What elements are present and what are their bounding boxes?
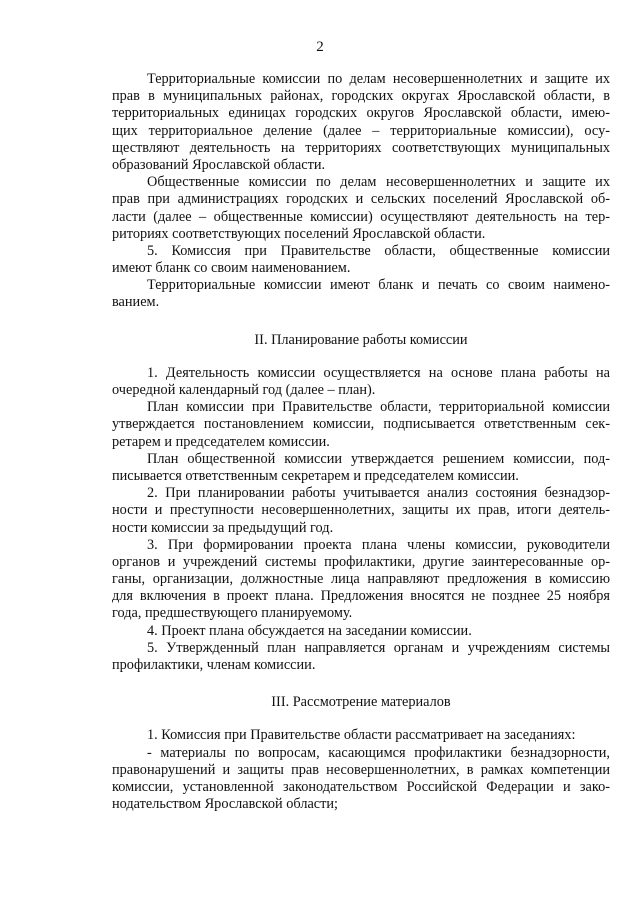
- text-line: комиссии, установленной законодательством Российской Федерации и зако-: [112, 778, 610, 795]
- paragraph-territorial-commissions: [112, 71, 610, 174]
- paragraph-materials-1: [112, 727, 610, 744]
- text-line: правонарушений и защиты прав несовершеннолетних, в рамках компетенции: [112, 761, 610, 778]
- text-line: образований Ярославской области.: [112, 156, 326, 173]
- page-number: 2: [316, 39, 324, 55]
- text-line: 3. При формировании проекта плана члены комиссии, руководители: [147, 536, 610, 553]
- text-line: очередной календарный год (далее – план).: [112, 382, 376, 398]
- paragraph-planning-4: [112, 623, 610, 640]
- paragraph-planning-1: [112, 365, 610, 399]
- paragraph-public-plan: [112, 451, 610, 485]
- text-line: прав в муниципальных районах, городских округах Ярославской области, в: [112, 88, 610, 105]
- text-line: утверждается постановлением комиссии, подписывается ответственным сек-: [112, 416, 610, 433]
- paragraph-planning-3: [112, 537, 610, 623]
- text-line: ванием.: [112, 294, 160, 311]
- paragraph-public-commissions: [112, 174, 610, 243]
- text-line: План комиссии при Правительстве области, территориальной комиссии: [147, 399, 610, 416]
- text-line: ганы, организации, должностные лица направляют предложения в комиссию: [112, 571, 610, 588]
- text-line: профилактики, членам комиссии.: [112, 657, 316, 673]
- text-line: прав при администрациях городских и сельских поселений Ярославской об-: [112, 191, 610, 208]
- text-line: ществляют деятельность на территориях соответствующих муниципальных: [112, 139, 610, 156]
- text-line: щих территориальное деление (далее – территориальные комиссии), осу-: [112, 122, 610, 139]
- text-line: 4. Проект плана обсуждается на заседании комиссии.: [147, 622, 472, 639]
- text-line: Территориальные комиссии по делам несовершеннолетних и защите их: [147, 71, 610, 87]
- text-line: для включения в проект плана. Предложения вносятся не позднее 25 ноября: [112, 588, 610, 605]
- text-line: 5. Утвержденный план направляется органам и учреждениям системы: [147, 639, 610, 656]
- paragraph-planning-2: [112, 485, 610, 537]
- text-line: 1. Деятельность комиссии осуществляется на основе плана работы на: [147, 364, 610, 381]
- section-heading-planning: II. Планирование работы комиссии: [254, 331, 468, 348]
- text-line: 2. При планировании работы учитывается анализ состояния безнадзор-: [147, 485, 610, 502]
- text-line: территориальных единицах городских округов Ярославской области, имею-: [112, 105, 610, 122]
- paragraph-territorial-stamp: [112, 277, 610, 311]
- text-line: Территориальные комиссии имеют бланк и печать со своим наимено-: [147, 277, 610, 294]
- text-line: ности комиссии за предыдущий год.: [112, 519, 334, 536]
- text-line: риториях соответствующих поселений Ярославской области.: [112, 225, 486, 242]
- paragraph-materials-list-item: [112, 745, 610, 814]
- paragraph-item-5-letterhead: [112, 243, 610, 277]
- document-body: [112, 71, 610, 813]
- text-line: органов и учреждений системы профилактики, другие заинтересованные ор-: [112, 553, 610, 570]
- text-line: нодательством Ярославской области;: [112, 796, 339, 813]
- text-line: года, предшествующего планируемому.: [112, 605, 353, 622]
- text-line: Общественные комиссии по делам несовершеннолетних и защите их: [147, 174, 610, 191]
- paragraph-plan-approval: [112, 399, 610, 451]
- text-line: - материалы по вопросам, касающимся профилактики безнадзорности,: [147, 744, 610, 761]
- text-line: ности и преступности несовершеннолетних, защиты их прав, итоги деятель-: [112, 502, 610, 519]
- text-line: ласти (далее – общественные комиссии) осуществляют деятельность на тер-: [112, 208, 610, 225]
- text-line: ретарем и председателем комиссии.: [112, 433, 330, 450]
- paragraph-planning-5: [112, 640, 610, 674]
- text-line: План общественной комиссии утверждается решением комиссии, под-: [147, 450, 610, 467]
- text-line: писывается ответственным секретарем и председателем комиссии.: [112, 467, 519, 484]
- text-line: 1. Комиссия при Правительстве области рассматривает на заседаниях:: [147, 727, 576, 744]
- section-heading-materials: III. Рассмотрение материалов: [271, 694, 451, 711]
- text-line: имеют бланк со своим наименованием.: [112, 260, 351, 277]
- text-line: 5. Комиссия при Правительстве области, общественные комиссии: [147, 242, 610, 259]
